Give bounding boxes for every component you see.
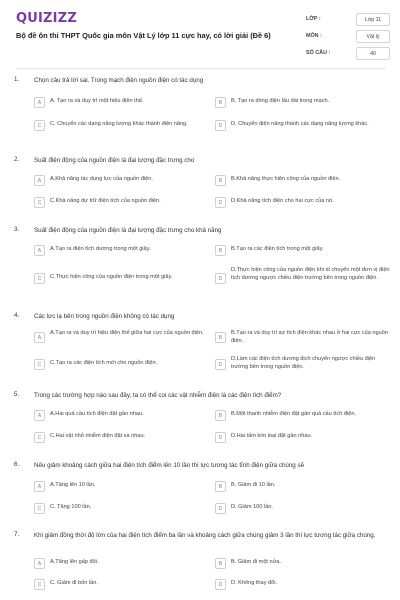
class-value: Lớp 11 <box>356 13 390 26</box>
option-text: A.Tạo ra điện tích dương trong một giây. <box>50 246 151 252</box>
worksheet-header <box>0 0 400 70</box>
option-letter: A <box>34 558 45 569</box>
question-item <box>0 76 400 156</box>
meta-panel <box>306 12 390 63</box>
question-item <box>0 391 400 461</box>
option-letter: C <box>34 273 45 284</box>
option-text: C. Giảm đi bốn lần. <box>50 580 98 586</box>
question-number: 4. <box>14 312 20 319</box>
option-text: B.Tạo ra các điện tích trong một giây. <box>231 246 324 252</box>
option-text: D. Không thay đổi. <box>231 580 278 586</box>
option-letter: C <box>34 579 45 590</box>
meta-row-subject <box>306 29 390 46</box>
option-text: B. Giảm đi một nửa. <box>231 559 282 565</box>
option-text: A.Tạo ra và duy trì hiệu điện thế giữa hai cực của nguồn điện. <box>50 330 204 336</box>
option-letter: B <box>215 245 226 256</box>
question-item <box>0 226 400 312</box>
option-text: A.Hai quả cầu tích điện đặt gần nhau. <box>50 411 144 417</box>
question-count-value: 40 <box>356 47 390 60</box>
question-text: Các lực lạ bên trong nguồn điện không có tác dụng <box>34 313 175 320</box>
question-number: 1. <box>14 76 20 83</box>
option-letter: B <box>215 332 226 343</box>
question-number: 6. <box>14 461 20 468</box>
question-number: 3. <box>14 226 20 233</box>
option-text: D.Thực hiện công của nguồn điện khi di chuyển một đơn vị điện tích dương ngược chiều điện trường bên trong nguồn điện. <box>231 267 390 281</box>
option-text: A.Tăng lên 10 lần. <box>50 482 96 488</box>
question-text: Khi giảm đồng thời độ lớn của hai điện tích điểm ba lần và khoảng cách giữa chúng giảm 3 lần thì lực tương tác giữa chúng. <box>34 532 376 539</box>
question-item <box>0 312 400 391</box>
document-title: Bộ đề ôn thi THPT Quốc gia môn Vật Lý lớp 11 cực hay, có lời giải (Đề 6) <box>16 31 271 40</box>
meta-row-count <box>306 46 390 63</box>
option-letter: D <box>215 273 226 284</box>
question-text: Suất điện động của nguồn điện là đại lượng đặc trưng cho khả năng <box>34 227 222 234</box>
option-text: D.Hai tấm kim loại đặt gần nhau. <box>231 433 313 439</box>
option-letter: A <box>34 481 45 492</box>
option-letter: B <box>215 175 226 186</box>
option-text: C. Tăng 100 lần. <box>50 504 92 510</box>
question-number: 7. <box>14 531 20 538</box>
meta-label: MÔN : <box>306 33 322 39</box>
option-text: A.Khả năng tác dụng lực của nguồn điện. <box>50 176 153 182</box>
subject-value: Vật lý <box>356 30 390 43</box>
meta-label: SỐ CÂU : <box>306 50 331 56</box>
option-text: C.Khả năng dự trữ điện tích của nguồn điện. <box>50 198 161 204</box>
option-text: D. Chuyển điện năng thành các dạng năng lượng khác. <box>231 121 369 127</box>
option-letter: C <box>34 120 45 131</box>
option-text: B. Giảm đi 10 lần. <box>231 482 276 488</box>
option-text: A.Tăng lên gấp đôi. <box>50 559 99 565</box>
option-text: D. Giảm 100 lần. <box>231 504 273 510</box>
option-text: D.Khả năng tích điện cho hai cực của nó. <box>231 198 334 204</box>
question-text: Chọn câu trả lời sai. Trong mạch điện nguồn điện có tác dụng <box>34 77 204 84</box>
question-number: 5. <box>14 391 20 398</box>
option-letter: D <box>215 503 226 514</box>
option-text: C.Hai vật nhỏ nhiễm điện đặt xa nhau. <box>50 433 146 439</box>
header-divider <box>16 68 386 69</box>
option-letter: C <box>34 432 45 443</box>
meta-label: LỚP : <box>306 16 321 22</box>
option-letter: C <box>34 359 45 370</box>
option-letter: C <box>34 197 45 208</box>
option-letter: D <box>215 579 226 590</box>
option-letter: D <box>215 432 226 443</box>
question-item <box>0 156 400 226</box>
option-text: C.Tạo ra các điện tích mới cho nguồn điện. <box>50 360 158 366</box>
option-letter: A <box>34 332 45 343</box>
option-text: B. Tạo ra dòng điện lâu dài trong mạch. <box>231 98 330 104</box>
question-list <box>0 76 400 600</box>
option-letter: B <box>215 97 226 108</box>
meta-row-class <box>306 12 390 29</box>
option-letter: A <box>34 245 45 256</box>
option-text: D.Làm các điện tích dương dịch chuyển ngược chiều điện trường bên trong nguồn điện. <box>231 356 376 370</box>
option-letter: B <box>215 481 226 492</box>
option-letter: D <box>215 197 226 208</box>
option-text: B.Một thanh nhiễm điện đặt gần quả cầu tích điện. <box>231 411 357 417</box>
option-text: C. Chuyển các dạng năng lượng khác thành điện năng. <box>50 121 188 127</box>
option-letter: A <box>34 97 45 108</box>
option-letter: C <box>34 503 45 514</box>
question-number: 2. <box>14 156 20 163</box>
option-letter: B <box>215 410 226 421</box>
option-text: B.Tạo ra và duy trì sự tích điện khác nhau ở hai cực của nguồn điện. <box>231 330 388 344</box>
option-text: C.Thực hiện công của nguồn điện trong một giây. <box>50 274 173 280</box>
option-text: B.Khả năng thực hiện công của nguồn điện. <box>231 176 341 182</box>
quizizz-logo: QUIZIZZ <box>16 11 77 26</box>
question-text: Suất điện động của nguồn điện là đại lượng đặc trưng cho <box>34 157 195 164</box>
option-letter: D <box>215 120 226 131</box>
option-letter: B <box>215 558 226 569</box>
question-item <box>0 461 400 531</box>
option-letter: D <box>215 359 226 370</box>
option-letter: A <box>34 410 45 421</box>
option-text: A. Tạo ra và duy trì một hiệu điện thế. <box>50 98 144 104</box>
option-letter: A <box>34 175 45 186</box>
question-item <box>0 531 400 600</box>
question-text: Nếu giảm khoảng cách giữa hai điện tích điểm lên 10 lần thì lực tương tác tĩnh điện giữa chúng sẽ <box>34 462 305 469</box>
question-text: Trong các trường hợp nào sau đây, ta có thể coi các vật nhiễm điện là các điện tích điểm? <box>34 392 282 399</box>
